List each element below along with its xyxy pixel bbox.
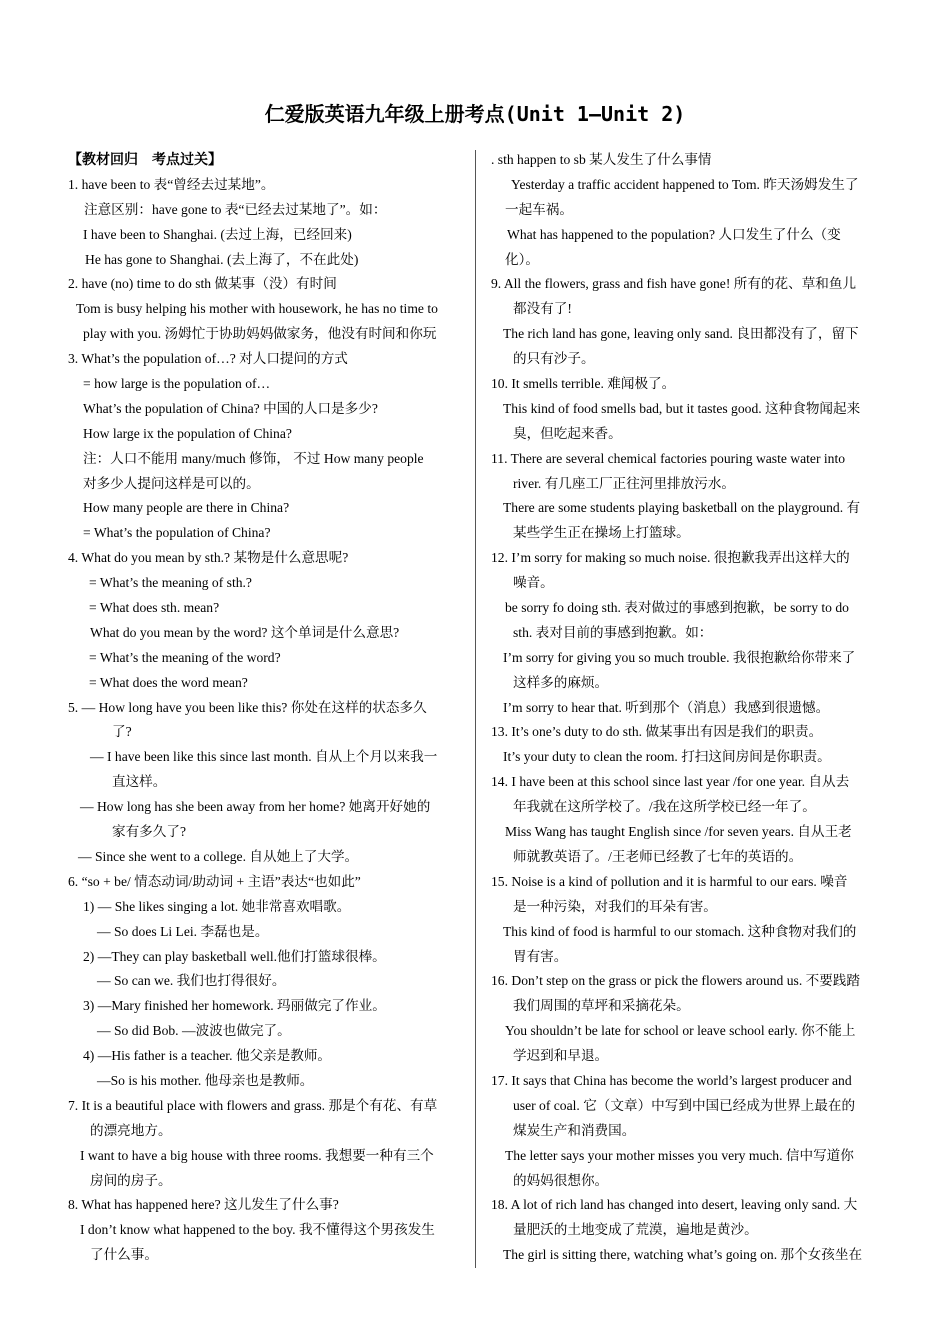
text-line: There are some students playing basketball on the playground. 有: [503, 500, 861, 516]
text-line: 了什么事。: [90, 1247, 158, 1263]
text-line: 的只有沙子。: [513, 351, 595, 367]
text-line: 7. It is a beautiful place with flowers and grass. 那是个有花、有草: [68, 1097, 438, 1113]
text-line: 9. All the flowers, grass and fish have gone! 所有的花、草和鱼儿: [491, 276, 857, 292]
text-line: This kind of food is harmful to our stomach. 这种食物对我们的: [503, 923, 857, 939]
text-line: 是一种污染，对我们的耳朵有害。: [513, 898, 717, 914]
text-line: 了?: [112, 724, 132, 740]
text-line: river. 有几座工厂正往河里排放污水。: [513, 475, 736, 491]
text-line: 师就教英语了。/王老师已经教了七年的英语的。: [513, 848, 803, 864]
text-line: The rich land has gone, leaving only sand. 良田都没有了，留下: [503, 326, 859, 342]
text-line: 4) —His father is a teacher. 他父亲是教师。: [83, 1048, 332, 1064]
text-line: — So does Li Lei. 李磊也是。: [97, 923, 269, 939]
text-line: 这样多的麻烦。: [513, 674, 609, 690]
text-line: How many people are there in China?: [83, 500, 290, 516]
text-line: 房间的房子。: [90, 1172, 172, 1188]
text-line: 家有多久了?: [112, 824, 187, 840]
text-line: 对多少人提问这样是可以的。: [83, 475, 260, 491]
text-line: 1. have been to 表“曾经去过某地”。: [68, 176, 275, 192]
text-line: 10. It smells terrible. 难闻极了。: [491, 376, 676, 392]
document-title: 仁爱版英语九年级上册考点(Unit 1—Unit 2): [264, 102, 686, 126]
section-heading: 【教材回归 考点过关】: [68, 152, 222, 168]
text-line: — Since she went to a college. 自从她上了大学。: [78, 848, 359, 864]
text-line: He has gone to Shanghai. (去上海了，不在此处): [85, 251, 359, 267]
text-line: 注：人口不能用 many/much 修饰， 不过 How many people: [83, 450, 424, 466]
text-line: play with you. 汤姆忙于协助妈妈做家务，他没有时间和你玩: [83, 326, 437, 342]
text-line: 3. What’s the population of…? 对人口提问的方式: [68, 351, 348, 367]
text-line: 2) —They can play basketball well.他们打篮球很棒。: [83, 948, 386, 964]
text-line: 一起车祸。: [505, 201, 573, 217]
text-line: This kind of food smells bad, but it tastes good. 这种食物闻起来: [503, 400, 861, 416]
text-line: I want to have a big house with three rooms. 我想要一种有三个: [80, 1147, 434, 1163]
text-line: The letter says your mother misses you very much. 信中写道你: [505, 1147, 854, 1163]
text-line: = What’s the population of China?: [83, 525, 271, 541]
text-line: 17. It says that China has become the world’s largest producer and: [491, 1072, 852, 1088]
text-line: 18. A lot of rich land has changed into desert, leaving only sand. 大: [491, 1197, 858, 1213]
text-line: 注意区别：have gone to 表“已经去过某地了”。如：: [84, 201, 387, 217]
text-line: 16. Don’t step on the grass or pick the flowers around us. 不要践踏: [491, 973, 860, 989]
text-line: I don’t know what happened to the boy. 我不懂得这个男孩发生: [80, 1222, 435, 1238]
text-line: user of coal. 它（文章）中写到中国已经成为世界上最在的: [513, 1097, 856, 1113]
text-line: — So can we. 我们也打得很好。: [97, 973, 286, 989]
text-line: 15. Noise is a kind of pollution and it is harmful to our ears. 噪音: [491, 873, 848, 889]
text-line: 的漂亮地方。: [90, 1122, 172, 1138]
text-line: 量肥沃的土地变成了荒漠，遍地是黄沙。: [513, 1222, 758, 1238]
text-line: 某些学生正在操场上打篮球。: [513, 525, 690, 541]
text-line: Yesterday a traffic accident happened to Tom. 昨天汤姆发生了: [511, 176, 859, 192]
left-column: [68, 148, 460, 1268]
text-line: The girl is sitting there, watching what’s going on. 那个女孩坐在: [503, 1247, 863, 1263]
text-line: —So is his mother. 他母亲也是教师。: [97, 1072, 314, 1088]
text-line: = What does the word mean?: [89, 674, 248, 690]
right-column: [491, 148, 884, 1268]
text-line: 我们周围的草坪和采摘花朵。: [513, 998, 690, 1014]
text-line: — I have been like this since last month. 自从上个月以来我一: [90, 749, 438, 765]
text-line: 2. have (no) time to do sth 做某事（没）有时间: [68, 276, 337, 292]
text-line: — So did Bob. —波波也做完了。: [97, 1023, 291, 1039]
text-line: 4. What do you mean by sth.? 某物是什么意思呢?: [68, 550, 349, 566]
text-line: Miss Wang has taught English since /for seven years. 自从王老: [505, 824, 852, 840]
text-line: 煤炭生产和消费国。: [513, 1122, 636, 1138]
text-line: 胃有害。: [513, 948, 568, 964]
text-line: 12. I’m sorry for making so much noise. 很抱歉我弄出这样大的: [491, 550, 850, 566]
text-line: 5. — How long have you been like this? 你处在这样的状态多久: [68, 699, 427, 715]
text-line: be sorry fo doing sth. 表对做过的事感到抱歉，be sorry to do: [505, 600, 849, 616]
text-line: = What does sth. mean?: [89, 600, 220, 616]
text-line: — How long has she been away from her home? 她离开好她的: [80, 799, 431, 815]
text-line: 6. “so + be/ 情态动词/助动词 + 主语”表达“也如此”: [68, 873, 361, 889]
text-line: I’m sorry to hear that. 听到那个（消息）我感到很遗憾。: [503, 699, 830, 715]
column-divider: [475, 150, 476, 1268]
text-line: What do you mean by the word? 这个单词是什么意思?: [90, 624, 400, 640]
text-line: 学迟到和早退。: [513, 1048, 609, 1064]
text-line: 的妈妈很想你。: [513, 1172, 609, 1188]
text-line: 噪音。: [513, 575, 554, 591]
text-line: = What’s the meaning of sth.?: [89, 575, 252, 591]
text-line: What has happened to the population? 人口发生了什么（变: [507, 226, 841, 242]
text-line: 13. It’s one’s duty to do sth. 做某事出有因是我们的职责。: [491, 724, 823, 740]
text-line: 直这样。: [112, 774, 167, 790]
text-line: How large ix the population of China?: [83, 425, 292, 441]
text-line: 8. What has happened here? 这儿发生了什么事?: [68, 1197, 339, 1213]
text-line: 都没有了!: [513, 301, 572, 317]
text-line: I have been to Shanghai. (去过上海，已经回来): [83, 226, 352, 242]
text-line: 1) — She likes singing a lot. 她非常喜欢唱歌。: [83, 898, 351, 914]
text-line: Tom is busy helping his mother with housework, he has no time to: [76, 301, 438, 317]
text-line: = how large is the population of…: [83, 376, 271, 392]
text-line: What’s the population of China? 中国的人口是多少?: [83, 400, 378, 416]
text-line: sth. 表对目前的事感到抱歉。如：: [513, 624, 713, 640]
text-line: = What’s the meaning of the word?: [89, 649, 281, 665]
text-line: I’m sorry for giving you so much trouble. 我很抱歉给你带来了: [503, 649, 856, 665]
text-line: 年我就在这所学校了。/我在这所学校已经一年了。: [513, 799, 816, 815]
text-line: 14. I have been at this school since last year /for one year. 自从去: [491, 774, 850, 790]
text-line: You shouldn’t be late for school or leave school early. 你不能上: [505, 1023, 856, 1039]
text-line: 11. There are several chemical factories pouring waste water into: [491, 450, 846, 466]
text-line: 臭，但吃起来香。: [513, 425, 622, 441]
text-line: It’s your duty to clean the room. 打扫这间房间是你职责。: [503, 749, 831, 765]
text-line: 化）。: [505, 251, 539, 267]
text-line: 3) —Mary finished her homework. 玛丽做完了作业。: [83, 998, 386, 1014]
text-line: . sth happen to sb 某人发生了什么事情: [491, 152, 712, 167]
